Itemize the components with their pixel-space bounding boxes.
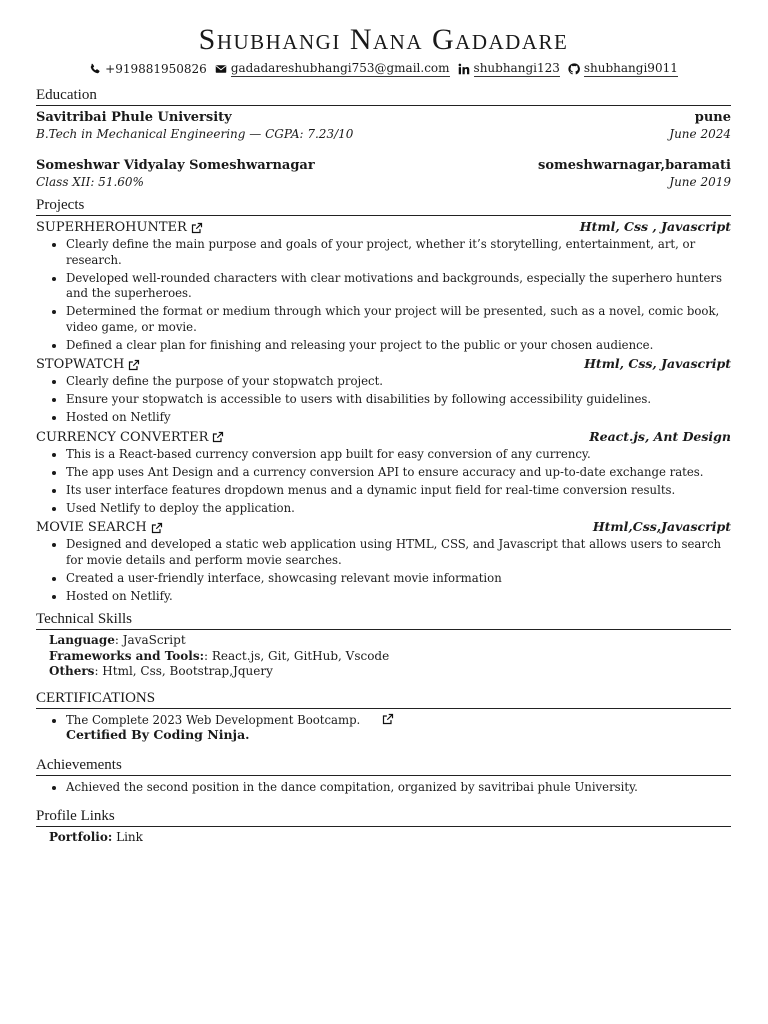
list-item: • Clearly define the main purpose and goals of your project, whether it’s storytelling, entertainment, art, or research. bbox=[66, 237, 731, 268]
project-tech: Html, Css, Javascript bbox=[584, 356, 731, 371]
skill-value: : Html, Css, Bootstrap,Jquery bbox=[94, 664, 273, 678]
skill-value: : JavaScript bbox=[114, 633, 186, 647]
education-heading: Education bbox=[36, 86, 731, 106]
resume-page bbox=[36, 22, 731, 845]
school-name: Savitribai Phule University bbox=[36, 110, 232, 125]
skill-value: : React.js, Git, GitHub, Vscode bbox=[204, 648, 390, 663]
project-title[interactable] bbox=[36, 429, 224, 446]
project-bullets bbox=[36, 237, 731, 353]
list-item: • Ensure your stopwatch is accessible to users with disabilities by following accessibility guidelines. bbox=[66, 392, 731, 408]
list-item: • Used Netlify to deploy the application. bbox=[66, 501, 731, 517]
candidate-name: Shubhangi Nana Gadadare bbox=[198, 23, 569, 56]
list-item: • This is a React-based currency conversion app built for easy conversion of any currency. bbox=[66, 447, 731, 463]
skill-label: Frameworks and Tools: bbox=[49, 648, 205, 663]
list-item: • Hosted on Netlify bbox=[66, 410, 731, 426]
education-entry bbox=[36, 109, 731, 142]
school-location: pune bbox=[694, 110, 731, 125]
project-tech: Html,Css,Javascript bbox=[592, 519, 731, 534]
project-title-text: MOVIE SEARCH bbox=[36, 520, 147, 535]
list-item: • Defined a clear plan for finishing and releasing your project to the public or your chosen audience. bbox=[66, 338, 731, 354]
project-title-text: SUPERHEROHUNTER bbox=[36, 220, 187, 235]
project-title-text: CURRENCY CONVERTER bbox=[36, 429, 209, 445]
external-link-icon[interactable] bbox=[128, 359, 140, 371]
certifications-heading: CERTIFICATIONS bbox=[36, 689, 731, 709]
certification-issuer: Certified By Coding Ninja. bbox=[66, 727, 250, 742]
list-item: • Determined the format or medium through which your project will be presented, such as a novel, comic book, video game, or movie. bbox=[66, 304, 731, 335]
skill-language bbox=[36, 633, 731, 649]
github-link[interactable]: shubhangi9011 bbox=[583, 61, 678, 75]
linkedin-link[interactable]: shubhangi123 bbox=[473, 61, 560, 75]
project-bullets bbox=[36, 447, 731, 517]
phone-contact[interactable] bbox=[89, 61, 207, 77]
skill-label: Language bbox=[49, 633, 115, 647]
project-entry bbox=[36, 356, 731, 426]
linkedin-contact[interactable] bbox=[458, 60, 560, 77]
skill-label: Others bbox=[49, 664, 95, 678]
project-title-text: STOPWATCH bbox=[36, 357, 125, 372]
degree-text: B.Tech in Mechanical Engineering — CGPA: 7.23/10 bbox=[36, 127, 354, 141]
achievement-list bbox=[36, 780, 731, 796]
phone-number: +919881950826 bbox=[105, 61, 207, 76]
list-item: • Hosted on Netlify. bbox=[66, 589, 731, 605]
external-link-icon[interactable] bbox=[212, 431, 224, 443]
education-date: June 2019 bbox=[669, 175, 731, 189]
phone-icon bbox=[89, 63, 101, 75]
github-icon bbox=[568, 63, 580, 75]
list-item: • Designed and developed a static web application using HTML, CSS, and Javascript that allows users to search for movie details and perform movie searches. bbox=[66, 537, 731, 568]
degree-text: Class XII: 51.60% bbox=[36, 175, 144, 189]
profile-links-heading: Profile Links bbox=[36, 807, 731, 827]
email-link[interactable]: gadadareshubhangi753@gmail.com bbox=[230, 61, 450, 75]
linkedin-icon bbox=[458, 63, 470, 75]
project-bullets bbox=[36, 374, 731, 426]
project-title[interactable] bbox=[36, 356, 140, 373]
certification-item bbox=[66, 713, 731, 743]
project-title[interactable] bbox=[36, 519, 163, 536]
email-contact[interactable] bbox=[215, 60, 450, 77]
contact-bar bbox=[36, 60, 731, 77]
skill-frameworks bbox=[36, 649, 731, 665]
school-location: someshwarnagar,baramati bbox=[538, 158, 731, 173]
achievements-heading: Achievements bbox=[36, 756, 731, 776]
school-name: Someshwar Vidyalay Someshwarnagar bbox=[36, 158, 315, 173]
project-tech: Html, Css , Javascript bbox=[579, 219, 731, 234]
envelope-icon bbox=[215, 63, 227, 75]
education-date: June 2024 bbox=[669, 127, 731, 141]
list-item: • The app uses Ant Design and a currency conversion API to ensure accuracy and up-to-date exchange rates. bbox=[66, 465, 731, 481]
external-link-icon[interactable] bbox=[191, 222, 203, 234]
skills-heading: Technical Skills bbox=[36, 610, 731, 630]
github-contact[interactable] bbox=[568, 60, 678, 77]
portfolio-label: Portfolio: bbox=[49, 829, 113, 844]
portfolio-link[interactable]: Link bbox=[116, 829, 143, 844]
external-link-icon[interactable] bbox=[151, 522, 163, 534]
list-item: • Achieved the second position in the dance compitation, organized by savitribai phule University. bbox=[66, 780, 731, 796]
project-title[interactable] bbox=[36, 219, 203, 236]
external-link-icon[interactable] bbox=[382, 713, 394, 725]
project-entry bbox=[36, 219, 731, 353]
list-item: • Developed well-rounded characters with clear motivations and backgrounds, especially the superhero hunters and the superheroes. bbox=[66, 271, 731, 302]
list-item: • Clearly define the purpose of your stopwatch project. bbox=[66, 374, 731, 390]
certification-list bbox=[36, 713, 731, 743]
project-entry bbox=[36, 429, 731, 517]
project-tech: React.js, Ant Design bbox=[589, 428, 731, 444]
education-entry bbox=[36, 157, 731, 190]
project-bullets bbox=[36, 537, 731, 604]
certification-course: The Complete 2023 Web Development Bootcamp. bbox=[66, 712, 361, 727]
project-entry bbox=[36, 519, 731, 604]
projects-heading: Projects bbox=[36, 196, 731, 216]
portfolio-line bbox=[36, 830, 731, 846]
skill-others bbox=[36, 664, 731, 680]
list-item: • Its user interface features dropdown menus and a dynamic input field for real-time conversion results. bbox=[66, 483, 731, 499]
list-item: • Created a user-friendly interface, showcasing relevant movie information bbox=[66, 571, 731, 587]
